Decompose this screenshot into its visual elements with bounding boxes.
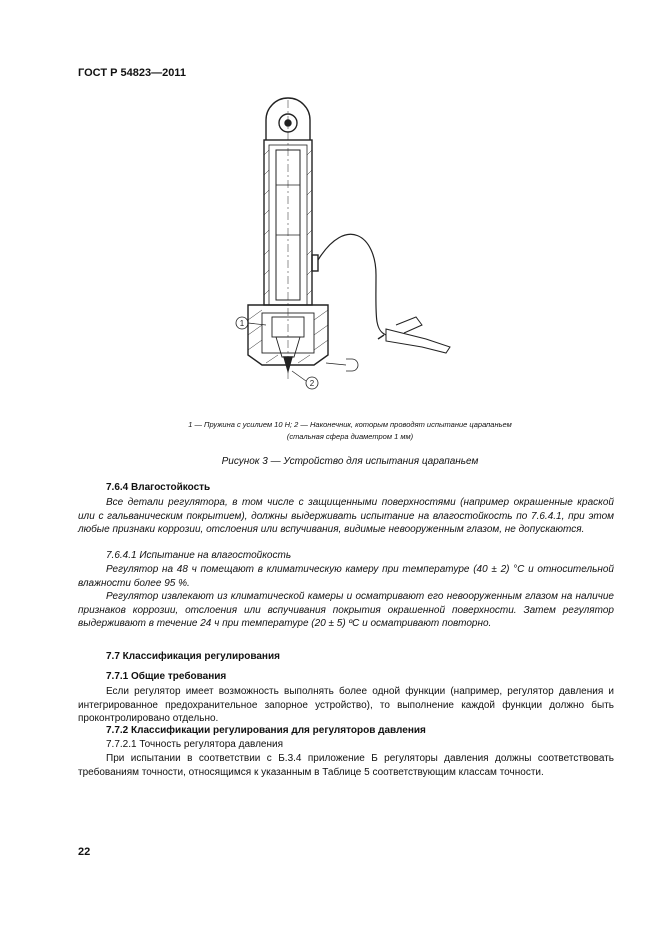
subsection-heading-7-7-2-1: 7.7.2.1 Точность регулятора давления <box>106 739 284 750</box>
section-heading-7-6-4: 7.6.4 Влагостойкость <box>106 482 211 493</box>
document-header: ГОСТ Р 54823—2011 <box>78 67 186 79</box>
page-number: 22 <box>78 846 91 858</box>
paragraph-moisture-inspection: Регулятор извлекают из климатической камеры и осматривают его невооруженным глазом на наличие признаков коррозии, отслоения или вспучивания покрытия окрашенной поверхности. Затем регулятор выдерживают в течение 24 ч при температуре (20 ± 5) ºС и осматривают повторно. <box>78 591 614 630</box>
paragraph-pressure-accuracy: При испытании в соответствии с Б.3.4 приложение Б регуляторы давления должны соответствовать требованиям точности, относящимся к указанным в Таблице 5 соответствующим классам точности. <box>78 753 614 778</box>
scratch-test-device-figure <box>226 95 466 395</box>
figure-legend-line-2: (стальная сфера диаметром 1 мм) <box>286 432 414 441</box>
section-heading-7-7-2: 7.7.2 Классификации регулирования для регуляторов давления <box>106 725 426 736</box>
section-heading-7-7: 7.7 Классификация регулирования <box>106 651 280 662</box>
figure-title: Рисунок 3 — Устройство для испытания царапаньем <box>221 456 479 467</box>
section-heading-7-7-1: 7.7.1 Общие требования <box>106 671 227 682</box>
figure-callout-2: 2 <box>309 379 315 388</box>
paragraph-moisture-requirement: Все детали регулятора, в том числе с защищенными поверхностями (например окрашенные краской или с гальваническим покрытием), должны выдерживать испытание на влагостойкость по 7.6.4.1, при этом любые признаки коррозии, отслоения или вспучивания, видимые невооруженным глазом, не допускаются. <box>78 497 614 536</box>
figure-legend-line-1: 1 — Пружина с усилием 10 Н; 2 — Наконечник, которым проводят испытание царапаньем <box>188 420 512 429</box>
subsection-heading-7-6-4-1: 7.6.4.1 Испытание на влагостойкость <box>106 550 292 561</box>
figure-callout-1: 1 <box>239 319 245 328</box>
paragraph-general-requirements: Если регулятор имеет возможность выполнять более одной функции (например, регулятор давления и интегрированное предохранительное запорное устройство), то выполнение каждой функции должно быть проконтролировано отдельно. <box>78 686 614 725</box>
paragraph-moisture-test: Регулятор на 48 ч помещают в климатическую камеру при температуре (40 ± 2) °С и относительной влажности более 95 %. <box>78 564 614 589</box>
